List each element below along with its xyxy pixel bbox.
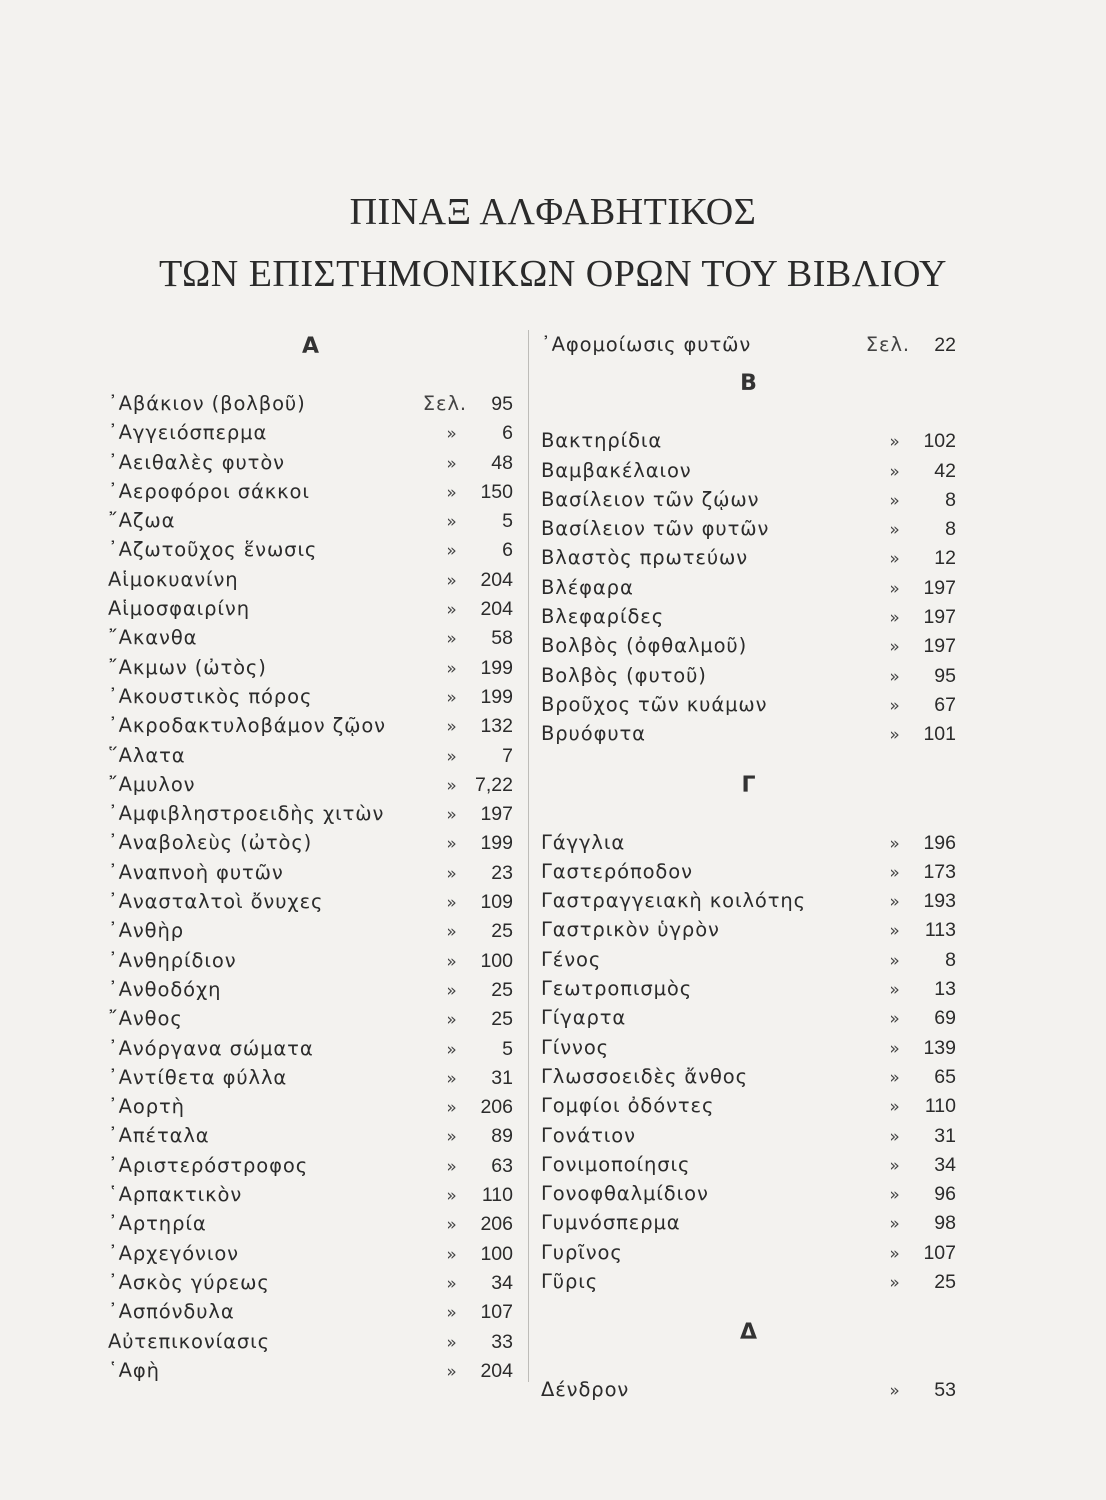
entry-mark: »: [446, 863, 458, 884]
index-entry-continued: [541, 330, 956, 359]
entry-mark: »: [889, 1155, 901, 1176]
entry-mark: »: [889, 1038, 901, 1059]
index-entry: [541, 915, 956, 944]
entry-term: Γῦρις: [541, 1270, 599, 1294]
section-heading-delta: Δ: [739, 1320, 758, 1346]
index-entry: [108, 1004, 513, 1033]
entry-term: Βροῦχος τῶν κυάμων: [541, 692, 768, 716]
entry-page: 95: [491, 393, 513, 415]
index-entry: [108, 1327, 513, 1356]
index-entry: [541, 661, 956, 690]
entry-page: 197: [923, 635, 956, 658]
entry-term: ᾿Ακουστικὸς πόρος: [108, 684, 313, 708]
entry-term: ᾿Ασκὸς γύρεως: [108, 1270, 270, 1294]
entry-mark: »: [889, 637, 901, 658]
index-entry: [108, 858, 513, 887]
entry-page: 8: [945, 488, 956, 511]
entry-mark: »: [446, 980, 458, 1001]
section-heading-alpha: Α: [301, 334, 320, 359]
entry-page: 197: [923, 576, 956, 599]
entry-page: 67: [934, 693, 956, 716]
entry-term: Βολβὸς (φυτοῦ): [541, 663, 707, 687]
entry-term: ᾿Ανόργανα σώματα: [108, 1036, 314, 1060]
entry-page: 5: [502, 1037, 513, 1060]
entry-page: 132: [480, 715, 513, 738]
index-entry: [541, 485, 956, 514]
entry-mark: »: [446, 1361, 458, 1382]
index-entry: [541, 828, 956, 857]
entry-term: Γονάτιον: [541, 1123, 636, 1147]
index-entry: [108, 741, 513, 770]
section-spacer: [541, 803, 956, 828]
index-entry: [541, 1179, 956, 1208]
entry-page: 7,22: [475, 773, 513, 796]
entry-mark: »: [889, 1126, 901, 1147]
entry-page: 34: [491, 1271, 513, 1294]
entry-term: ᾿Αεροφόροι σάκκοι: [108, 479, 310, 503]
entry-mark: »: [889, 862, 901, 883]
entry-term: Βλεφαρίδες: [541, 605, 665, 629]
right-column: [541, 330, 956, 1405]
entry-mark: »: [889, 833, 901, 854]
entry-term: ᾿Αφομοίωσις φυτῶν: [541, 333, 752, 356]
entry-mark: »: [446, 1244, 458, 1265]
entry-page: 25: [491, 1008, 513, 1031]
entry-term: ᾿Αριστερόστροφος: [108, 1153, 309, 1177]
entry-page: 5: [502, 510, 513, 533]
entry-mark: »: [446, 717, 458, 738]
index-entry: [108, 1239, 513, 1268]
section-heading-gamma: Γ: [741, 772, 756, 798]
index-entry: [541, 1121, 956, 1150]
entry-page: 34: [934, 1153, 956, 1176]
index-entry: [541, 974, 956, 1003]
entry-term: Γονοφθαλμίδιον: [541, 1182, 709, 1206]
entry-term: Γίννος: [541, 1035, 610, 1059]
index-entry: [108, 1121, 513, 1150]
entry-page: 150: [480, 480, 513, 503]
entry-mark: »: [446, 1010, 458, 1031]
entry-page: 102: [923, 430, 956, 453]
entry-term: Βρυόφυτα: [541, 722, 646, 746]
entry-page: 42: [934, 459, 956, 482]
entry-term: Βαμβακέλαιον: [541, 458, 692, 482]
index-entry: [108, 711, 513, 740]
entry-mark: »: [889, 1185, 901, 1206]
entry-page: 173: [923, 860, 956, 883]
entry-mark: »: [889, 1009, 901, 1030]
entry-term: ᾿Αμφιβληστροειδὴς χιτὼν: [108, 802, 385, 826]
index-entry: [108, 418, 513, 447]
entry-mark: »: [889, 490, 901, 511]
entry-page: 107: [923, 1241, 956, 1264]
entry-mark: »: [446, 687, 458, 708]
entry-mark: »: [889, 608, 901, 629]
index-entry: [541, 1091, 956, 1120]
section-spacer: [541, 749, 956, 769]
entry-page: 25: [934, 1271, 956, 1294]
index-entry: [108, 975, 513, 1004]
entry-term: Γάγγλια: [541, 830, 626, 854]
entry-page: 110: [481, 1184, 513, 1207]
entry-term: Βολβὸς (ὀφθαλμοῦ): [541, 634, 748, 658]
entry-page: 206: [480, 1096, 513, 1119]
index-entry: [108, 799, 513, 828]
section-spacer: [541, 1350, 956, 1375]
entry-mark: »: [446, 600, 458, 621]
entry-term: ᾿Ανασταλτοὶ ὄνυχες: [108, 890, 324, 914]
entry-term: Γομφίοι ὀδόντες: [541, 1094, 715, 1118]
entry-page: 199: [480, 832, 513, 855]
entry-term: Γαστρικὸν ὑγρὸν: [541, 918, 720, 942]
entry-term: Γαστραγγειακὴ κοιλότης: [541, 889, 807, 913]
entry-page: 204: [480, 1359, 513, 1382]
index-entry: [541, 1267, 956, 1296]
entry-mark: »: [889, 695, 901, 716]
entry-term: ᾿Αναπνοὴ φυτῶν: [108, 860, 284, 884]
index-entry: [541, 857, 956, 886]
entry-mark: »: [889, 1381, 901, 1402]
index-entry: [541, 456, 956, 485]
index-entry: [108, 623, 513, 652]
entry-mark: »: [446, 1303, 458, 1324]
index-entry: [541, 1003, 956, 1032]
section-spacer: [108, 364, 513, 389]
entry-mark: »: [889, 461, 901, 482]
entry-page: 65: [934, 1065, 956, 1088]
entry-term: ᾿Ανθοδόχη: [108, 977, 222, 1001]
entry-term: ᾿Ανθὴρ: [108, 919, 185, 943]
entry-page: 113: [924, 919, 956, 942]
index-entry: [108, 682, 513, 711]
entry-mark: »: [446, 658, 458, 679]
entry-term: Γένος: [541, 947, 602, 971]
entry-term: ῎Ακμων (ὠτὸς): [108, 655, 267, 679]
entry-page: 204: [480, 598, 513, 621]
entry-mark: »: [889, 950, 901, 971]
entry-page: 109: [480, 891, 513, 914]
entry-term: ῎Ανθος: [108, 1007, 183, 1031]
entry-mark: »: [446, 775, 458, 796]
entry-page: 31: [491, 1066, 513, 1089]
entry-page: 95: [934, 664, 956, 687]
index-entry: [541, 1375, 956, 1404]
left-column: [108, 330, 513, 1385]
entry-page: 199: [480, 656, 513, 679]
index-entry: [541, 1150, 956, 1179]
entry-term: Αἱμοκυανίνη: [108, 567, 239, 591]
index-entry: [541, 1238, 956, 1267]
entry-term: ᾿Ακροδακτυλοβάμον ζῷον: [108, 714, 386, 738]
entry-term: Δένδρον: [541, 1378, 630, 1402]
entry-mark: »: [889, 1097, 901, 1118]
entry-page: 22: [934, 334, 956, 356]
entry-mark: »: [889, 432, 901, 453]
index-entry: [108, 946, 513, 975]
index-entry: [108, 1180, 513, 1209]
entry-mark: »: [446, 512, 458, 533]
entry-page: 196: [923, 831, 956, 854]
entry-term: Βακτηρίδια: [541, 429, 663, 453]
entry-page: 6: [502, 539, 513, 562]
entry-term: Γλωσσοειδὲς ἄνθος: [541, 1064, 748, 1088]
entry-mark: »: [446, 1215, 458, 1236]
index-entry: [541, 514, 956, 543]
index-entry: [541, 945, 956, 974]
entry-term: ᾿Απέταλα: [108, 1124, 210, 1148]
page-title: ΠΙΝΑΞ ΑΛΦΑΒΗΤΙΚΟΣ: [349, 191, 757, 233]
entry-mark: »: [446, 746, 458, 767]
entry-term: ῞Αλατα: [108, 743, 186, 767]
entry-mark: »: [446, 1098, 458, 1119]
index-entry: [108, 506, 513, 535]
entry-page: 69: [934, 1007, 956, 1030]
entry-term: ᾿Αγγειόσπερμα: [108, 421, 268, 445]
entry-mark: »: [446, 951, 458, 972]
index-entry: [541, 1033, 956, 1062]
entry-page: 204: [480, 568, 513, 591]
entry-mark: »: [446, 922, 458, 943]
entry-page: 53: [934, 1379, 956, 1402]
index-entry: [108, 1356, 513, 1385]
entry-mark: »: [446, 1039, 458, 1060]
column-divider: [528, 330, 529, 1382]
entry-term: Γυρῖνος: [541, 1240, 623, 1264]
entry-page: 8: [945, 518, 956, 541]
entry-page: 25: [491, 920, 513, 943]
entry-page: 13: [934, 978, 956, 1001]
entry-page: 197: [480, 803, 513, 826]
entry-page: 48: [491, 451, 513, 474]
entry-page: 193: [923, 890, 956, 913]
entry-term: Βασίλειον τῶν ζῴων: [541, 487, 760, 511]
entry-term: ᾿Αορτὴ: [108, 1095, 185, 1119]
index-entry: [541, 426, 956, 455]
index-entry: [108, 1063, 513, 1092]
section-spacer: [541, 1296, 956, 1316]
index-entry: [108, 1297, 513, 1326]
entry-mark: »: [889, 892, 901, 913]
entry-mark: »: [446, 453, 458, 474]
index-entry: [108, 1092, 513, 1121]
index-entry: [541, 1062, 956, 1091]
entry-term: Γυμνόσπερμα: [541, 1211, 681, 1235]
entry-mark: »: [446, 424, 458, 445]
entry-page: 8: [945, 948, 956, 971]
entry-page: 6: [502, 422, 513, 445]
entry-mark: »: [446, 1127, 458, 1148]
entry-page: 100: [480, 1242, 513, 1265]
index-entry: [108, 770, 513, 799]
entry-mark: »: [889, 980, 901, 1001]
entry-page: 110: [924, 1095, 956, 1118]
index-entry: [108, 594, 513, 623]
entry-term: Βλαστὸς πρωτεύων: [541, 546, 749, 570]
entry-term: ᾿Αρτηρία: [108, 1212, 207, 1236]
entry-mark: »: [446, 541, 458, 562]
entry-mark: »: [889, 1214, 901, 1235]
section-spacer: [541, 359, 956, 367]
entry-page: 23: [491, 861, 513, 884]
entry-mark: »: [889, 549, 901, 570]
entry-term: ᾿Αντίθετα φύλλα: [108, 1065, 288, 1089]
index-entry: [108, 887, 513, 916]
entry-term: ῎Ακανθα: [108, 626, 198, 650]
entry-mark: »: [889, 921, 901, 942]
entry-mark: »: [446, 1186, 458, 1207]
entry-mark: »: [446, 1068, 458, 1089]
entry-term: ᾿Αβάκιον (βολβοῦ): [108, 392, 306, 415]
entry-page: 197: [923, 606, 956, 629]
entry-term: ᾿Ανθηρίδιον: [108, 948, 237, 972]
entry-term: Γονιμοποίησις: [541, 1152, 691, 1176]
entry-mark: »: [889, 725, 901, 746]
entry-page: 101: [923, 723, 956, 746]
entry-mark: »: [889, 1067, 901, 1088]
index-entry: [108, 477, 513, 506]
index-entry: [541, 1208, 956, 1237]
index-entry: [108, 389, 513, 418]
entry-term: ῎Αμυλον: [108, 772, 196, 796]
entry-mark: »: [446, 1156, 458, 1177]
entry-term: ᾿Αειθαλὲς φυτὸν: [108, 450, 285, 474]
entry-page: 107: [480, 1301, 513, 1324]
index-entry: [108, 1268, 513, 1297]
index-entry: [108, 828, 513, 857]
index-entry: [541, 719, 956, 748]
entry-mark: »: [446, 1273, 458, 1294]
entry-list-delta: [541, 1375, 956, 1404]
entry-page: 7: [502, 744, 513, 767]
entry-mark: »: [446, 1332, 458, 1353]
entry-page: 206: [480, 1213, 513, 1236]
entry-term: Γίγαρτα: [541, 1006, 627, 1030]
page-subtitle: ΤΩΝ ΕΠΙΣΤΗΜΟΝΙΚΩΝ ΟΡΩΝ ΤΟΥ ΒΙΒΛΙΟΥ: [159, 253, 947, 295]
entry-page: 12: [934, 547, 956, 570]
index-entry: [108, 916, 513, 945]
entry-term: ῾Αρπακτικὸν: [108, 1183, 243, 1207]
entry-term: ᾿Αρχεγόνιον: [108, 1241, 239, 1265]
section-heading-beta: Β: [740, 371, 757, 397]
entry-mark: »: [446, 805, 458, 826]
entry-mark: »: [446, 570, 458, 591]
index-entry: [541, 690, 956, 719]
entry-term: ῎Αζωα: [108, 509, 176, 533]
entry-list-alpha: [108, 389, 513, 1385]
section-spacer: [541, 401, 956, 426]
entry-mark: »: [446, 629, 458, 650]
entry-page: 33: [491, 1330, 513, 1353]
entry-mark: »: [446, 482, 458, 503]
entry-page: 98: [934, 1212, 956, 1235]
index-entry: [108, 1034, 513, 1063]
entry-mark: Σελ.: [422, 392, 467, 415]
index-entry: [108, 1209, 513, 1238]
entry-list-beta: [541, 426, 956, 748]
entry-mark: Σελ.: [865, 333, 910, 356]
index-entry: [108, 1151, 513, 1180]
entry-mark: »: [446, 893, 458, 914]
entry-page: 199: [480, 685, 513, 708]
entry-term: Αἱμοσφαιρίνη: [108, 597, 250, 621]
index-entry: [108, 448, 513, 477]
entry-page: 63: [491, 1154, 513, 1177]
entry-page: 31: [934, 1124, 956, 1147]
entry-mark: »: [889, 1243, 901, 1264]
entry-page: 100: [480, 949, 513, 972]
entry-term: Αὐτεπικονίασις: [108, 1329, 271, 1353]
entry-page: 139: [923, 1036, 956, 1059]
entry-term: Γαστερόποδον: [541, 859, 693, 883]
entry-term: ᾿Ασπόνδυλα: [108, 1300, 235, 1324]
index-entry: [541, 631, 956, 660]
entry-list-gamma: [541, 828, 956, 1297]
index-entry: [541, 886, 956, 915]
entry-mark: »: [446, 834, 458, 855]
entry-mark: »: [889, 666, 901, 687]
index-entry: [541, 602, 956, 631]
entry-term: ᾿Αζωτοῦχος ἕνωσις: [108, 538, 318, 562]
entry-term: ᾿Αναβολεὺς (ὠτὸς): [108, 831, 313, 855]
entry-term: Γεωτροπισμὸς: [541, 977, 693, 1001]
entry-page: 58: [491, 627, 513, 650]
entry-page: 25: [491, 978, 513, 1001]
index-entry: [541, 543, 956, 572]
entry-page: 89: [491, 1125, 513, 1148]
entry-mark: »: [889, 578, 901, 599]
index-entry: [108, 535, 513, 564]
index-entry: [108, 565, 513, 594]
entry-page: 96: [934, 1183, 956, 1206]
index-entry: [108, 653, 513, 682]
entry-term: ῾Αφὴ: [108, 1358, 160, 1382]
index-entry: [541, 573, 956, 602]
entry-mark: »: [889, 520, 901, 541]
entry-term: Βλέφαρα: [541, 575, 634, 599]
entry-term: Βασίλειον τῶν φυτῶν: [541, 517, 770, 541]
entry-mark: »: [889, 1273, 901, 1294]
